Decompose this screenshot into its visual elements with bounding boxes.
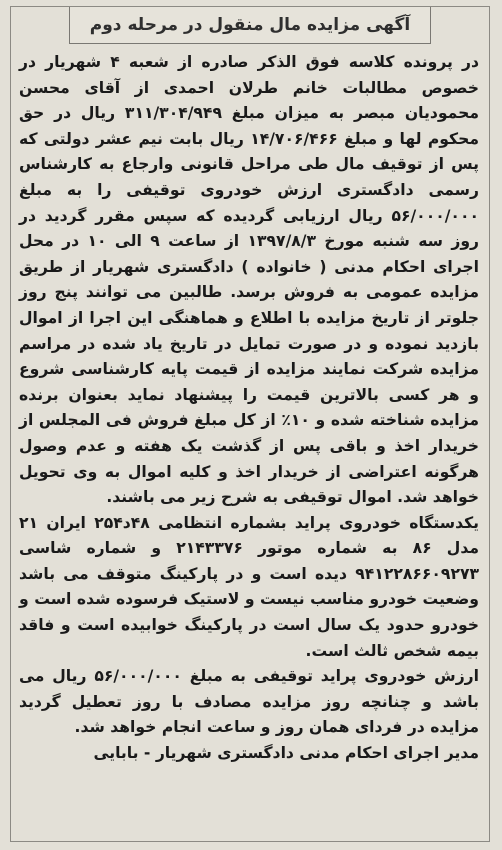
notice-frame <box>10 6 490 842</box>
notice-title: آگهی مزایده مال منقول در مرحله دوم <box>69 7 431 44</box>
notice-paragraph-vehicle: یکدستگاه خودروی پراید بشماره انتظامی ۴۸د۲۵۴ ایران ۲۱ مدل ۸۶ به شماره موتور ۲۱۴۳۳۷۶ و شماره شاسی ۹۴۱۲۲۸۶۶۰۹۲۷۳ دیده است و در پارکینگ متوقف می باشد وضعیت خودرو مناسب نیست و لاستیک فرسوده شده است و خودرو حدود یک سال است در پارکینگ خوابیده است و فاقد بیمه شخص ثالث است. <box>19 513 480 660</box>
notice-paragraph-value: ارزش خودروی پراید توقیفی به مبلغ ۵۶/۰۰۰/۰۰۰ ریال می باشد و چنانچه روز مزایده مصادف با روز تعطیل گردید مزایده در فردای همان روز و ساعت انجام خواهد شد. <box>19 667 479 737</box>
notice-signature: مدیر اجرای احکام مدنی دادگستری شهریار - بابایی <box>93 744 479 763</box>
notice-body <box>11 44 489 767</box>
notice-paragraph-main: در پرونده کلاسه فوق الذکر صادره از شعبه ۴ شهریار در خصوص مطالبات خانم طرلان احمدی از آقای محسن محمودیان مبصر به میزان مبلغ ۳۱۱/۳۰۴/۹۴۹ ریال در حق محکوم لها و مبلغ ۱۴/۷۰۶/۴۶۶ ریال بابت نیم عشر دولتی که پس از توقیف مال طی مراحل قانونی وارجاع به کارشناس رسمی دادگستری ارزش خودروی توقیفی را به مبلغ ۵۶/۰۰۰/۰۰۰ ریال ارزیابی گردیده که سپس مقرر گردید در روز سه شنبه مورخ ۱۳۹۷/۸/۳ از ساعت ۹ الی ۱۰ در محل اجرای احکام مدنی ( خانواده ) دادگستری شهریار از طریق مزایده عمومی به فروش برسد. طالبین می توانند پنج روز جلوتر از تاریخ مزایده با اطلاع و هماهنگی این اجرا از اموال بازدید نموده و در صورت تمایل در تاریخ یاد شده در مراسم مزایده شرکت نمایند مزایده از قیمت پایه کارشناسی شروع و هر کسی بالاترین قیمت را پیشنهاد نماید بعنوان برنده مزایده شناخته شده و ۱۰٪ از کل مبلغ فروش فی المجلس از خریدار اخذ و باقی پس از گذشت یک هفته و عدم وصول هرگونه اعتراضی از خریدار اخذ و کلیه اموال به وی تحویل خواهد شد. اموال توقیفی به شرح زیر می باشند. <box>19 53 480 507</box>
